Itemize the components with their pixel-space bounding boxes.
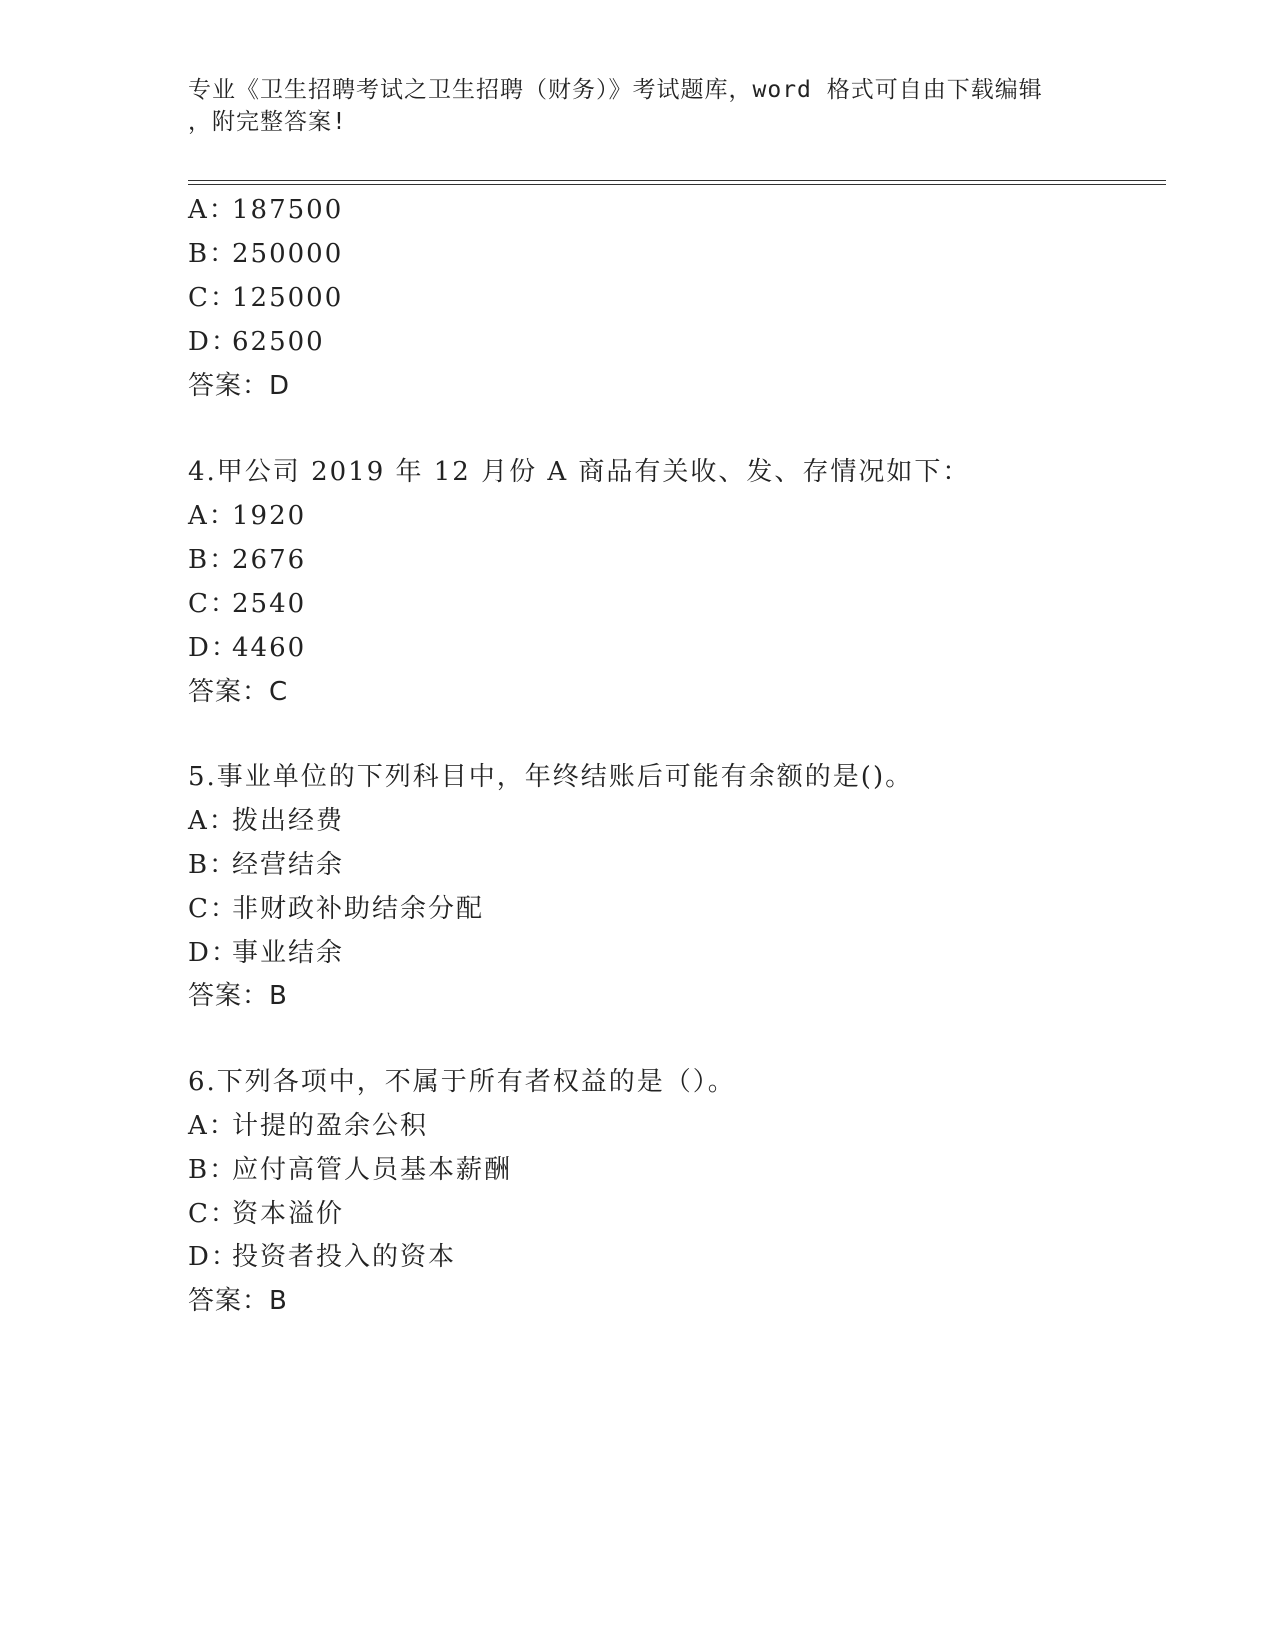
- option-letter: A：: [188, 806, 237, 836]
- q3-option-b: [188, 237, 343, 271]
- option-text: 2676: [232, 545, 307, 575]
- option-text: 1920: [232, 501, 307, 531]
- option-text: 投资者投入的资本: [232, 1242, 457, 1272]
- option-text: 62500: [232, 327, 325, 357]
- option-text: 应付高管人员基本薪酬: [232, 1155, 513, 1185]
- option-text: 经营结余: [232, 850, 345, 880]
- option-text: 事业结余: [232, 938, 345, 968]
- q6-option-a: [188, 1109, 428, 1143]
- q6-option-c: [188, 1197, 344, 1231]
- q4-option-a: [188, 499, 306, 533]
- option-letter: A：: [188, 1111, 237, 1141]
- q5-option-a: [188, 804, 344, 838]
- q4-option-c: [188, 587, 306, 621]
- option-text: 250000: [232, 239, 344, 269]
- header-rule-top: [188, 180, 1166, 181]
- option-letter: C：: [188, 894, 238, 924]
- option-letter: D：: [188, 633, 239, 663]
- q3-option-c: [188, 281, 343, 315]
- option-text: 187500: [232, 195, 344, 225]
- q3-option-a: [188, 193, 343, 227]
- q5-option-d: [188, 936, 344, 970]
- option-text: 资本溢价: [232, 1199, 345, 1229]
- option-letter: C：: [188, 283, 238, 313]
- option-letter: B：: [188, 545, 238, 575]
- q5-option-c: [188, 892, 484, 926]
- option-letter: B：: [188, 239, 238, 269]
- q5-option-b: [188, 848, 344, 882]
- option-text: 计提的盈余公积: [232, 1111, 429, 1141]
- option-letter: A：: [188, 195, 237, 225]
- q4-answer: 答案：C: [188, 677, 289, 707]
- option-letter: C：: [188, 1199, 238, 1229]
- q6-answer: 答案：B: [188, 1286, 288, 1316]
- q5-answer: 答案：B: [188, 981, 288, 1011]
- option-letter: D：: [188, 327, 239, 357]
- option-text: 非财政补助结余分配: [232, 894, 485, 924]
- option-letter: B：: [188, 1155, 238, 1185]
- option-letter: B：: [188, 850, 238, 880]
- q6-option-b: [188, 1153, 512, 1187]
- header-line-2: ，附完整答案!: [188, 109, 347, 135]
- document-header: [188, 74, 1068, 138]
- option-text: 2540: [232, 589, 307, 619]
- q4-option-d: [188, 631, 306, 665]
- q5-question: 5.事业单位的下列科目中，年终结账后可能有余额的是()。: [188, 762, 914, 792]
- option-text: 拨出经费: [232, 806, 345, 836]
- q3-answer: 答案：D: [188, 371, 291, 401]
- option-text: 125000: [232, 283, 344, 313]
- q4-question: 4.甲公司 2019 年 12 月份 A 商品有关收、发、存情况如下：: [188, 457, 971, 487]
- option-letter: A：: [188, 501, 237, 531]
- header-line-1: 专业《卫生招聘考试之卫生招聘（财务）》考试题库，word 格式可自由下载编辑: [188, 77, 1043, 103]
- option-letter: D：: [188, 1242, 239, 1272]
- q6-question: 6.下列各项中，不属于所有者权益的是（）。: [188, 1067, 736, 1097]
- q4-option-b: [188, 543, 306, 577]
- option-letter: C：: [188, 589, 238, 619]
- q3-option-d: [188, 325, 325, 359]
- option-text: 4460: [232, 633, 307, 663]
- header-rule-bottom: [188, 184, 1166, 185]
- option-letter: D：: [188, 938, 239, 968]
- q6-option-d: [188, 1240, 456, 1274]
